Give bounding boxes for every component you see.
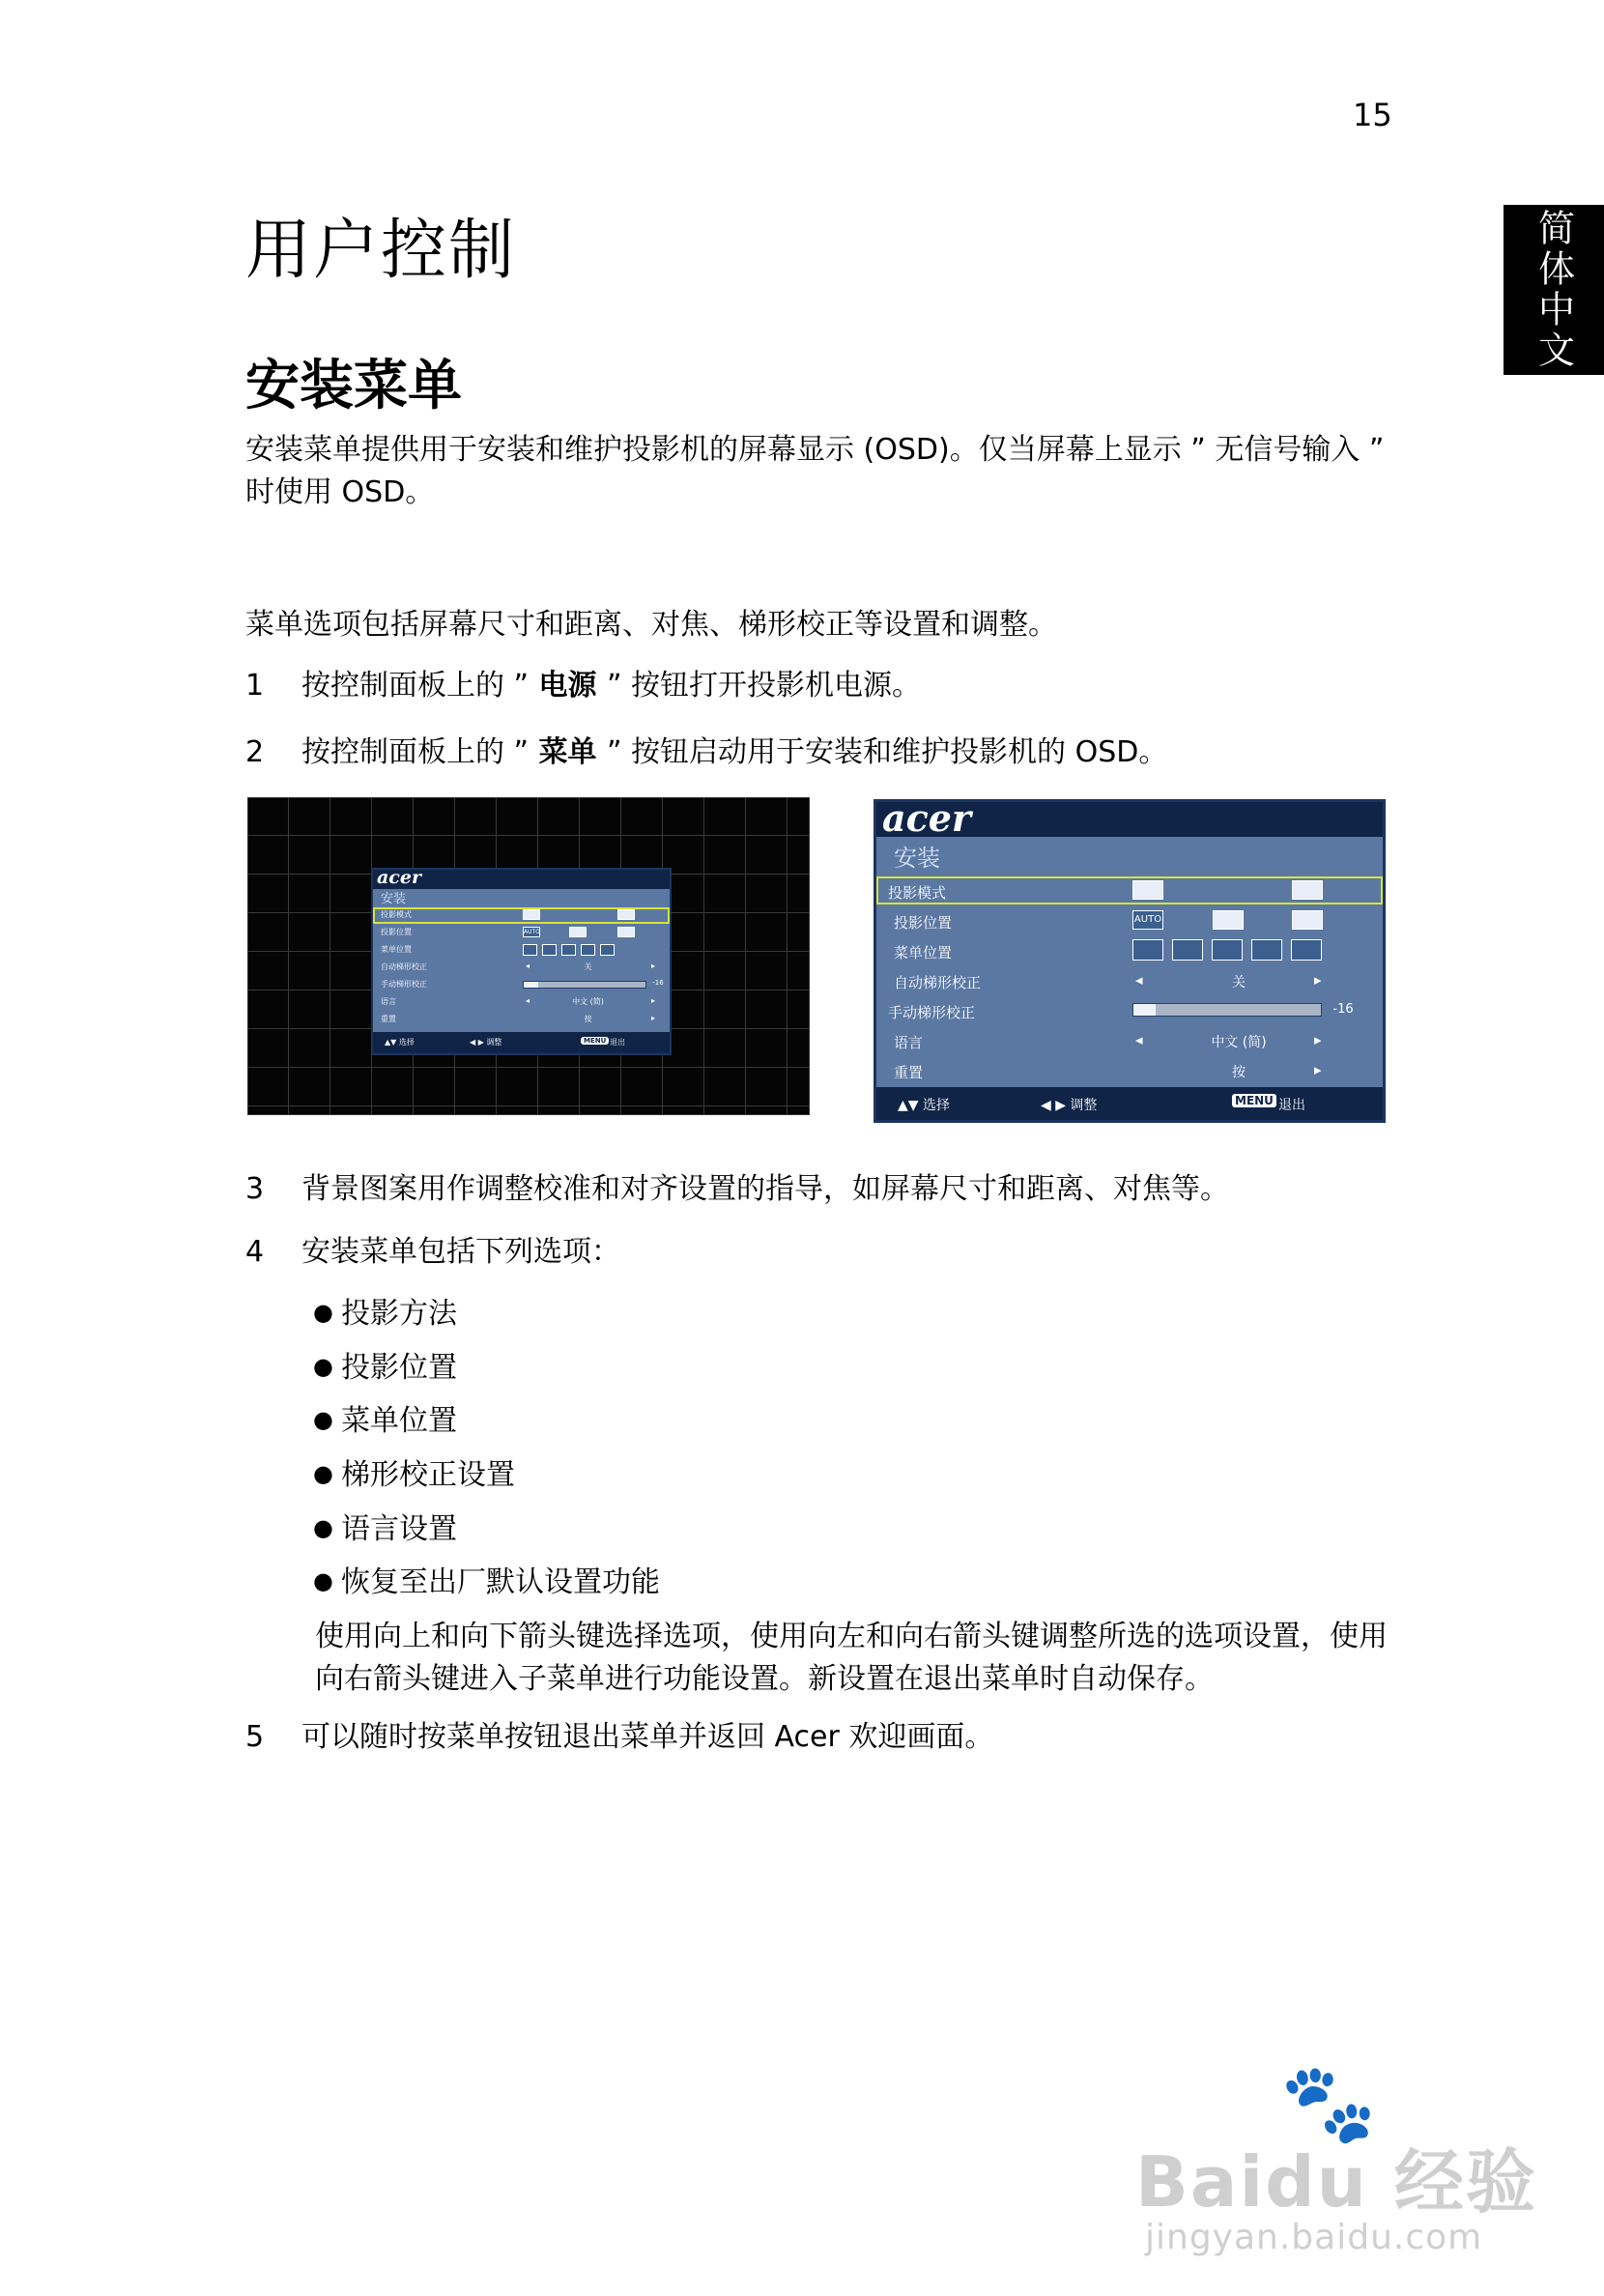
- step-number: 4: [245, 1235, 265, 1269]
- osd-row-menu-position[interactable]: 菜单位置: [373, 942, 670, 959]
- osd-row-language[interactable]: 语言 ◂ 中文 (简) ▸: [894, 1031, 1322, 1051]
- menu-center-icon[interactable]: [561, 944, 576, 956]
- bullet-dot: ●: [313, 1353, 333, 1380]
- acer-logo: acer: [377, 867, 421, 888]
- acer-logo: acer: [882, 796, 971, 840]
- osd-row-menu-position[interactable]: 菜单位置: [876, 935, 1383, 964]
- ceiling-position-icon[interactable]: [617, 927, 635, 937]
- menu-center-icon[interactable]: [1212, 939, 1243, 961]
- osd-row-auto-keystone[interactable]: 自动梯形校正 ◂ 关 ▸: [381, 961, 656, 971]
- osd-menu-small: [371, 868, 672, 1055]
- bullet-note: 使用向上和向下箭头键选择选项，使用向左和向右箭头键调整所选的选项设置，使用向右箭头键进入子菜单进行功能设置。新设置在退出菜单时自动保存。: [315, 1620, 1388, 1696]
- bullet-dot: ●: [313, 1460, 333, 1487]
- osd-grid-screenshot: [247, 797, 810, 1115]
- step-number: 1: [245, 669, 265, 703]
- menu-top-right-icon[interactable]: [542, 944, 557, 956]
- osd-row-reset[interactable]: 重置 按 ▸: [894, 1061, 1322, 1081]
- rear-projection-icon[interactable]: [1292, 880, 1323, 900]
- bullet-dot: ●: [313, 1567, 333, 1594]
- front-projection-icon[interactable]: [523, 909, 540, 920]
- osd-row-projection-position[interactable]: 投影位置 AUTO: [876, 905, 1383, 934]
- list-item: ● 菜单位置: [313, 1404, 457, 1438]
- step-text: 按控制面板上的 ” 电源 ” 按钮打开投影机电源。: [301, 669, 922, 703]
- list-item: ● 投影位置: [313, 1351, 457, 1385]
- osd-row-projection-mode[interactable]: 投影模式: [876, 876, 1383, 904]
- desktop-position-icon[interactable]: [1213, 910, 1244, 930]
- osd-row-reset[interactable]: 重置 按 ▸: [381, 1014, 656, 1023]
- menu-options-paragraph: 菜单选项包括屏幕尺寸和距离、对焦、梯形校正等设置和调整。: [245, 608, 1057, 642]
- keystone-slider[interactable]: [523, 981, 646, 989]
- step-text: 背景图案用作调整校准和对齐设置的指导，如屏幕尺寸和距离、对焦等。: [301, 1172, 1229, 1206]
- intro-paragraph: 安装菜单提供用于安装和维护投影机的屏幕显示 (OSD)。仅当屏幕上显示 ” 无信号输入 ” 时使用 OSD。: [245, 433, 1385, 509]
- osd-title: 安装: [381, 892, 407, 906]
- baidu-watermark: [1135, 2058, 1538, 2257]
- osd-menu-large: [874, 796, 1386, 1123]
- desktop-position-icon[interactable]: [569, 927, 587, 937]
- osd-row-manual-keystone[interactable]: 手动梯形校正 -16: [888, 1002, 1354, 1021]
- ceiling-position-icon[interactable]: [1292, 910, 1323, 930]
- step-number: 5: [245, 1720, 265, 1754]
- osd-row-manual-keystone[interactable]: 手动梯形校正 -16: [381, 979, 664, 989]
- auto-position-icon[interactable]: AUTO: [524, 929, 540, 935]
- osd-row-projection-mode[interactable]: 投影模式: [373, 907, 670, 924]
- bullet-dot: ●: [313, 1406, 333, 1433]
- step-text: 可以随时按菜单按钮退出菜单并返回 Acer 欢迎画面。: [301, 1720, 994, 1754]
- bullet-dot: ●: [313, 1514, 333, 1541]
- menu-top-right-icon[interactable]: [1172, 939, 1203, 961]
- menu-bottom-left-icon[interactable]: [1251, 939, 1282, 961]
- step-number: 2: [245, 735, 265, 769]
- osd-row-projection-position[interactable]: 投影位置 AUTO: [373, 925, 670, 941]
- auto-position-icon[interactable]: AUTO: [1132, 910, 1163, 930]
- language-tab: 简体中文: [1504, 205, 1604, 375]
- step-text: 按控制面板上的 ” 菜单 ” 按钮启动用于安装和维护投影机的 OSD。: [301, 735, 1168, 769]
- list-item: ● 语言设置: [313, 1512, 457, 1546]
- list-item: ● 梯形校正设置: [313, 1458, 515, 1492]
- menu-top-left-icon[interactable]: [523, 944, 537, 956]
- menu-bottom-right-icon[interactable]: [600, 944, 615, 956]
- osd-row-auto-keystone[interactable]: 自动梯形校正 ◂ 关 ▸: [894, 971, 1322, 991]
- osd-row-language[interactable]: 语言 ◂ 中文 (简) ▸: [381, 996, 656, 1006]
- watermark-url: jingyan.baidu.com: [1145, 2218, 1483, 2257]
- osd-footer: ▲▼ 选择 ◀ ▶ 调整 MENU 退出: [373, 1032, 670, 1053]
- front-projection-icon[interactable]: [1132, 880, 1163, 900]
- paw-icon: 🐾: [1280, 2058, 1377, 2148]
- keystone-slider[interactable]: [1132, 1003, 1322, 1017]
- section-title: 安装菜单: [245, 355, 462, 417]
- menu-bottom-right-icon[interactable]: [1291, 939, 1322, 961]
- bullet-dot: ●: [313, 1299, 333, 1326]
- menu-bottom-left-icon[interactable]: [581, 944, 595, 956]
- list-item: ● 恢复至出厂默认设置功能: [313, 1565, 660, 1599]
- step-number: 3: [245, 1172, 265, 1206]
- rear-projection-icon[interactable]: [617, 909, 635, 920]
- osd-title: 安装: [894, 845, 940, 872]
- watermark-brand: Baidu 经验: [1135, 2141, 1538, 2223]
- page-title: 用户控制: [245, 213, 517, 289]
- page-number: 15: [1353, 97, 1392, 133]
- step-text: 安装菜单包括下列选项：: [301, 1235, 620, 1269]
- menu-top-left-icon[interactable]: [1132, 939, 1163, 961]
- osd-footer: ▲▼ 选择 ◀ ▶ 调整 MENU 退出: [876, 1087, 1383, 1120]
- list-item: ● 投影方法: [313, 1297, 457, 1331]
